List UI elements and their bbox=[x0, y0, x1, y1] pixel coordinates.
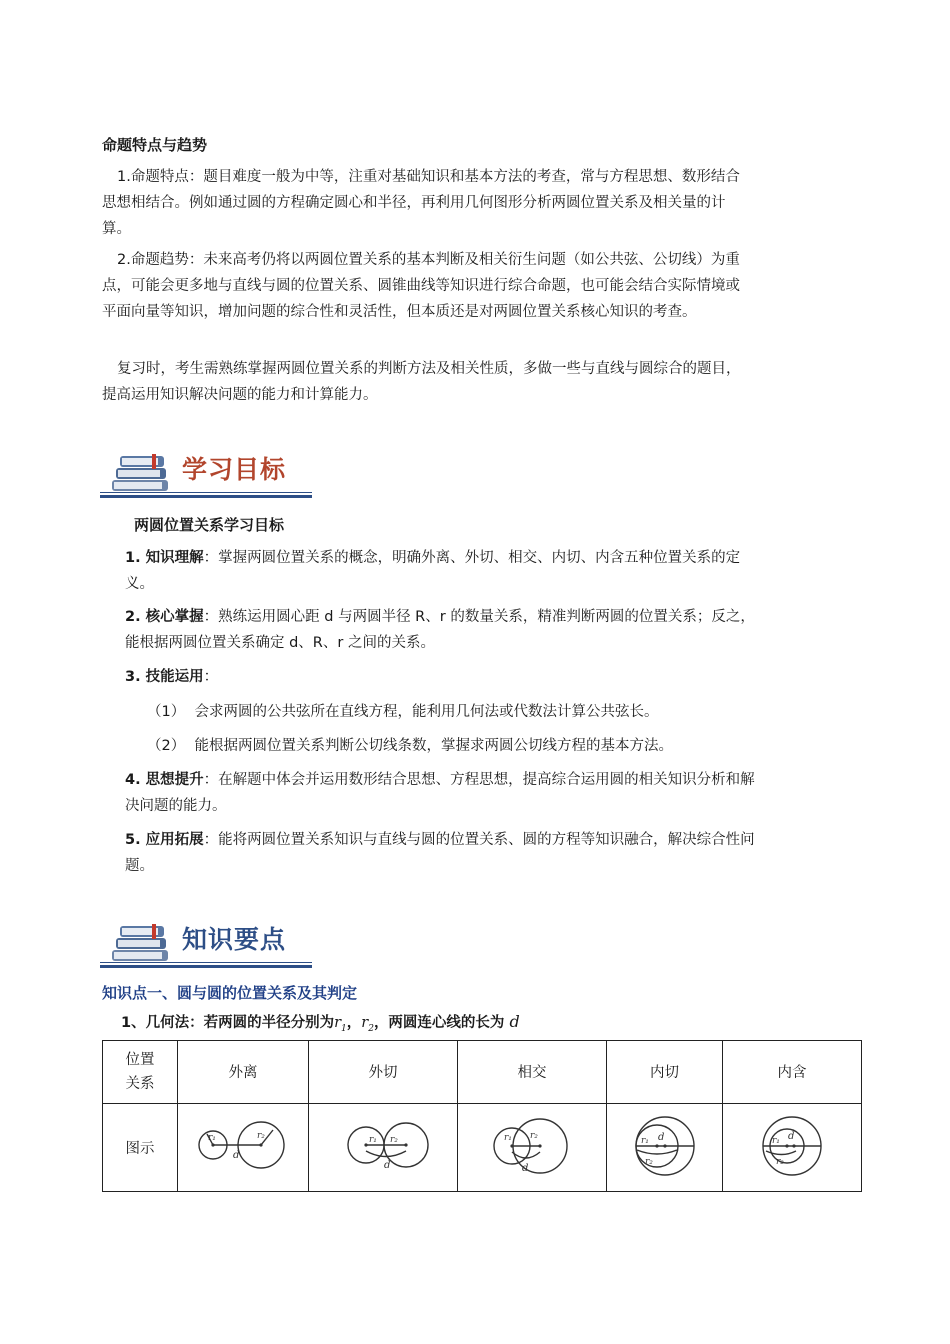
svg-text:r₂: r₂ bbox=[776, 1156, 784, 1167]
var-r1: $r_1$ bbox=[334, 1015, 347, 1034]
figure-contain bbox=[723, 1104, 862, 1192]
goal-text: ：熟练运用圆心距 d 与两圆半径 R、r 的数量关系，精准判断两圆的位置关系；反之，能根据两圆位置关系确定 d、R、r 之间的关系。 bbox=[125, 609, 755, 651]
goal-label: 5. 应用拓展 bbox=[125, 832, 204, 848]
paragraph-features: 1.命题特点：题目难度一般为中等，注重对基础知识和基本方法的考查，常与方程思想、数形结合思想相结合。例如通过圆的方程确定圆心和半径，再利用几何图形分析两圆位置关系及相关量的计算。 bbox=[102, 169, 740, 237]
circles-external-tangent-diagram bbox=[333, 1118, 433, 1174]
goal-text: ：掌握两圆位置关系的概念，明确外离、外切、相交、内切、内含五种位置关系的定义。 bbox=[125, 550, 741, 592]
svg-text:r₂: r₂ bbox=[390, 1134, 398, 1145]
goal-3-sub-1 bbox=[147, 699, 747, 725]
col-head: 外离 bbox=[178, 1041, 309, 1104]
circles-contain-diagram bbox=[754, 1114, 830, 1178]
row-head-relation: 位置 关系 bbox=[103, 1041, 178, 1104]
figure-intersect bbox=[458, 1104, 607, 1192]
svg-text:r₂: r₂ bbox=[530, 1130, 538, 1141]
goal-1 bbox=[125, 545, 755, 597]
books-icon bbox=[108, 450, 172, 494]
svg-text:r₂: r₂ bbox=[257, 1130, 265, 1141]
svg-text:r₁: r₁ bbox=[369, 1134, 377, 1145]
sub-number: （1） bbox=[147, 704, 186, 720]
svg-text:r₁: r₁ bbox=[504, 1132, 512, 1143]
figure-tangent-external bbox=[309, 1104, 458, 1192]
circles-intersect-diagram bbox=[482, 1116, 582, 1176]
var-d: d bbox=[509, 1012, 520, 1031]
goal-label: 2. 核心掌握 bbox=[125, 609, 204, 625]
var-r2: $r_2$ bbox=[361, 1015, 374, 1034]
row-head-figure: 图示 bbox=[103, 1104, 178, 1192]
goal-text: ：能将两圆位置关系知识与直线与圆的位置关系、圆的方程等知识融合，解决综合性问题。 bbox=[125, 832, 755, 874]
circles-internal-tangent-diagram bbox=[627, 1114, 703, 1178]
figure-separate bbox=[178, 1104, 309, 1192]
banner-title: 知识要点 bbox=[182, 925, 287, 954]
goal-text: ：在解题中体会并运用数形结合思想、方程思想，提高综合运用圆的相关知识分析和解决问题的能力。 bbox=[125, 772, 755, 814]
section-heading: 命题特点与趋势 bbox=[102, 136, 208, 154]
goal-2 bbox=[125, 604, 755, 656]
svg-text:r₁: r₁ bbox=[208, 1132, 216, 1143]
svg-text:d: d bbox=[233, 1149, 240, 1161]
sub-text: 能根据两圆位置关系判断公切线条数，掌握求两圆公切线方程的基本方法。 bbox=[194, 738, 673, 754]
goal-3-sub-2 bbox=[147, 733, 747, 759]
paragraph-trend: 2.命题趋势：未来高考仍将以两圆位置关系的基本判断及相关衍生问题（如公共弦、公切线）为重点，可能会更多地与直线与圆的位置关系、圆锥曲线等知识进行综合命题，也可能会结合实际情境或平面向量等知识，增加问题的综合性和灵活性，但本质还是对两圆位置关系核心知识的考查。 bbox=[102, 252, 740, 320]
banner-title: 学习目标 bbox=[182, 455, 287, 484]
col-head: 内切 bbox=[607, 1041, 723, 1104]
goals-heading: 两圆位置关系学习目标 bbox=[134, 516, 285, 534]
goal-3 bbox=[125, 664, 755, 690]
books-icon bbox=[108, 920, 172, 964]
svg-text:r₁: r₁ bbox=[772, 1135, 780, 1146]
sub-text: 会求两圆的公共弦所在直线方程，能利用几何法或代数法计算公共弦长。 bbox=[194, 704, 659, 720]
goal-text: ： bbox=[203, 669, 219, 685]
banner-knowledge-points bbox=[100, 918, 312, 968]
goal-label: 4. 思想提升 bbox=[125, 772, 204, 788]
banner-learning-goals bbox=[100, 448, 312, 498]
figure-tangent-internal bbox=[607, 1104, 723, 1192]
goal-label: 3. 技能运用 bbox=[125, 669, 204, 685]
svg-text:r₂: r₂ bbox=[644, 1156, 653, 1167]
col-head: 相交 bbox=[458, 1041, 607, 1104]
circles-separate-diagram bbox=[195, 1118, 291, 1174]
goal-label: 1. 知识理解 bbox=[125, 550, 204, 566]
svg-text:r₁: r₁ bbox=[640, 1135, 649, 1146]
geometry-method-line: 1、几何法：若两圆的半径分别为$r_1$，$r_2$，两圆连心线的长为 d bbox=[121, 1012, 520, 1034]
svg-text:d: d bbox=[384, 1159, 391, 1171]
svg-text:d: d bbox=[657, 1131, 664, 1143]
col-head: 内含 bbox=[723, 1041, 862, 1104]
goal-5 bbox=[125, 827, 755, 879]
position-relation-table bbox=[102, 1040, 862, 1192]
svg-text:d: d bbox=[788, 1130, 795, 1142]
svg-text:d: d bbox=[522, 1162, 529, 1174]
col-head: 外切 bbox=[309, 1041, 458, 1104]
knowledge-heading: 知识点一、圆与圆的位置关系及其判定 bbox=[102, 984, 358, 1002]
sub-number: （2） bbox=[147, 738, 186, 754]
paragraph-review: 复习时，考生需熟练掌握两圆位置关系的判断方法及相关性质，多做一些与直线与圆综合的题目，提高运用知识解决问题的能力和计算能力。 bbox=[102, 361, 741, 403]
goal-4 bbox=[125, 767, 755, 819]
